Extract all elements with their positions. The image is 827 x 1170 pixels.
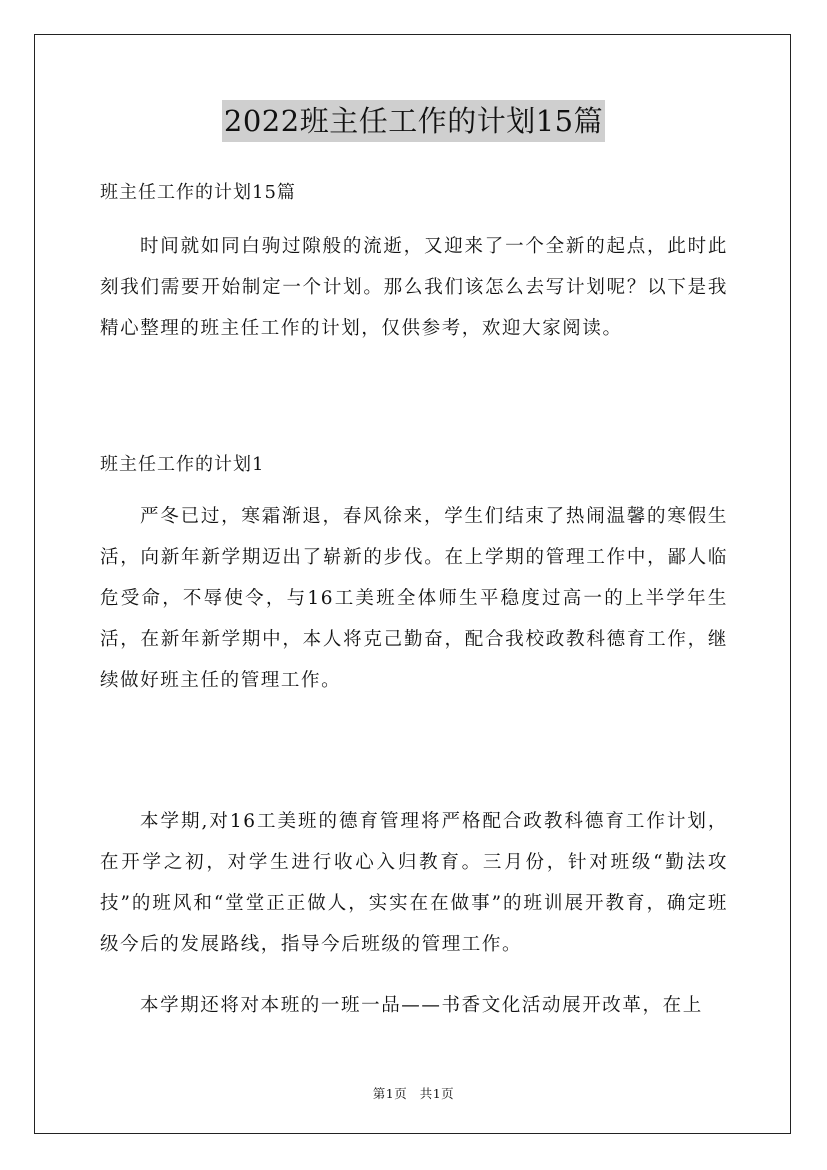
page-number: 第1页 (372, 1086, 408, 1101)
page-total: 共1页 (419, 1086, 455, 1101)
page-footer (0, 1084, 827, 1102)
body-paragraph: 本学期,对16工美班的德育管理将严格配合政教科德育工作计划，在开学之初，对学生进行收心入归教育。三月份，针对班级“勤法攻技”的班风和“堂堂正正做人，实实在在做事”的班训展开教育，确定班级今后的发展路线，指导今后班级的管理工作。 (100, 811, 728, 955)
intro-paragraph: 时间就如同白驹过隙般的流逝，又迎来了一个全新的起点，此时此刻我们需要开始制定一个计划。那么我们该怎么去写计划呢？以下是我精心整理的班主任工作的计划，仅供参考，欢迎大家阅读。 (100, 236, 728, 339)
title-container (0, 100, 827, 142)
document-title: 2022班主任工作的计划15篇 (222, 100, 605, 142)
document-subtitle: 班主任工作的计划15篇 (100, 182, 296, 203)
body-paragraph: 本学期还将对本班的一班一品——书香文化活动展开改革，在上 (140, 995, 703, 1016)
body-paragraph: 严冬已过，寒霜渐退，春风徐来，学生们结束了热闹温馨的寒假生活，向新年新学期迈出了崭新的步伐。在上学期的管理工作中，鄙人临危受命，不辱使令，与16工美班全体师生平稳度过高一的上半学年生活，在新年新学期中，本人将克己勤奋，配合我校政教科德育工作，继续做好班主任的管理工作。 (100, 506, 728, 691)
section-heading: 班主任工作的计划1 (100, 454, 265, 475)
